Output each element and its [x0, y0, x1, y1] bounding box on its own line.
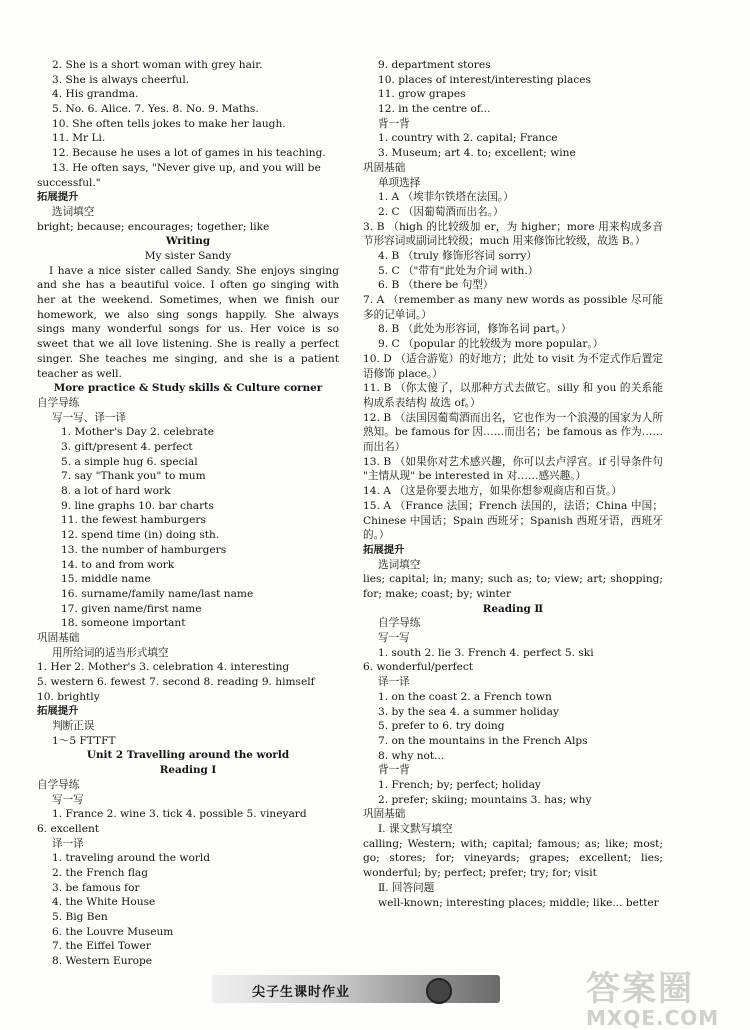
right-line: 6. B （there be 句型） [378, 279, 494, 292]
right-line: 2. prefer; skiing; mountains 3. has; why [378, 793, 592, 806]
left-line: 1. traveling around the world [52, 852, 211, 865]
left-line: 2. She is a short woman with grey hair. [52, 59, 263, 71]
left-line: 17. given name/first name [61, 602, 202, 615]
right-line: 选词填空 [378, 558, 421, 571]
watermark [586, 961, 736, 1030]
right-line: 6. wonderful/perfect [363, 661, 474, 674]
right-line: 单项选择 [378, 176, 421, 189]
left-line: 拓展提升 [37, 705, 79, 718]
footer-title: 尖子生课时作业 [252, 985, 351, 1000]
left-line: 用所给词的适当形式填空 [52, 646, 169, 659]
left-line: 4. His grandma. [52, 88, 139, 101]
left-line: Unit 2 Travelling around the world [86, 749, 290, 762]
right-line: 7. on the mountains in the French Alps [378, 734, 588, 747]
right-column [363, 58, 663, 910]
right-line: 3. by the sea 4. a summer holiday [378, 705, 559, 718]
left-line: My sister Sandy [144, 249, 232, 262]
left-line: 选词填空 [52, 205, 95, 218]
right-line: 1. French; by; perfect; holiday [378, 778, 541, 791]
left-line: 6. excellent [37, 822, 100, 835]
left-line: 3. gift/present 4. perfect [61, 441, 193, 453]
left-line: 写一写、译一译 [52, 411, 127, 424]
watermark-url: MXQE.COM [586, 1006, 720, 1030]
left-line: 拓展提升 [37, 191, 79, 204]
right-line: 12. B （法国因葡萄酒而出名，它也作为一个浪漫的国家为人所熟知。be famous for 因……而出名；be famous as 作为……而出名） [363, 411, 663, 454]
left-line: 5. No. 6. Alice. 7. Yes. 8. No. 9. Maths. [52, 103, 259, 116]
left-line: 11. the fewest hamburgers [61, 514, 206, 527]
left-line: 14. to and from work [61, 558, 175, 571]
left-line: 11. Mr Li. [52, 132, 106, 145]
right-line: 2. C （因葡萄酒而出名。） [378, 205, 504, 218]
right-line: 巩固基础 [363, 808, 406, 821]
left-line: 10. She often tells jokes to make her laugh. [52, 117, 286, 130]
right-line: 15. A （France 法国；French 法国的，法语；China 中国；Chinese 中国话；Spain 西班牙；Spanish 西班牙语，西班牙的。） [363, 499, 663, 542]
right-line: 13. B （如果你对艺术感兴趣，你可以去卢浮宫。if 引导条件句 "主情从现" be interested in 对……感兴趣。） [363, 455, 663, 483]
left-line: 8. Western Europe [52, 955, 153, 968]
right-line: 9. C （popular 的比较级为 more popular。） [378, 338, 604, 351]
left-line: 13. He often says, "Never give up, and you will be [52, 161, 321, 174]
left-line: 4. the White House [52, 896, 156, 909]
left-line: 7. say "Thank you" to mum [61, 470, 206, 483]
right-line: 8. B （此处为形容词，修饰名词 part。） [378, 323, 572, 336]
right-line: 11. B （你太傻了，以那种方式去做它。silly 和 you 的关系能构成系表结构 故选 of。） [363, 382, 663, 409]
left-line: 13. the number of hamburgers [61, 543, 227, 556]
left-line: Writing [165, 235, 211, 248]
ornament-icon [426, 978, 452, 1004]
left-line: 1. Her 2. Mother's 3. celebration 4. interesting [37, 661, 290, 674]
right-line: 自学导练 [378, 617, 421, 630]
left-line: 5. western 6. fewest 7. second 8. reading 9. himself [37, 676, 315, 688]
left-line: 写一写 [52, 793, 84, 806]
right-line: 7. A （remember as many new words as possible 尽可能多的记单词。） [363, 294, 663, 321]
left-line: 6. the Louvre Museum [52, 925, 174, 938]
right-line: 写一写 [378, 632, 410, 645]
left-line: 16. surname/family name/last name [61, 587, 254, 600]
left-column [37, 58, 339, 969]
left-line: 5. a simple hug 6. special [61, 455, 198, 468]
left-line: More practice & Study skills & Culture corner [53, 382, 323, 395]
right-line: calling; Western; with; capital; famous; as; like; most; go; stores; for; vineyards; grapes; excellent; lies; wonderful; by; perfect; prefer; try; for; visit [363, 837, 663, 880]
left-line: 3. She is always cheerful. [52, 73, 190, 86]
right-line: well-known; interesting places; middle; like... better [378, 896, 659, 909]
right-line: 8. why not... [378, 749, 445, 762]
left-line: 3. be famous for [52, 881, 140, 894]
left-line: 9. line graphs 10. bar charts [61, 499, 214, 512]
right-line: 译一译 [378, 676, 410, 689]
right-line: 1. A （埃菲尔铁塔在法国。） [378, 191, 514, 204]
left-line: 12. Because he uses a lot of games in his teaching. [52, 147, 326, 160]
watermark-logo-text: 答案圈 [586, 969, 694, 1009]
right-line: 3. B （high 的比较级加 er，为 higher；more 用来构成多音节形容词或副词比较级；much 用来修饰比较级，故选 B。） [363, 220, 663, 248]
footer-banner [212, 975, 500, 1003]
left-line: 巩固基础 [37, 631, 80, 644]
left-line: successful." [37, 176, 101, 189]
right-line: lies; capital; in; many; such as; to; view; art; shopping; for; make; coast; by; winter [363, 573, 663, 601]
left-line: 1～5 FTTFT [52, 734, 116, 747]
left-line: 自学导练 [37, 396, 80, 409]
right-line: 1. on the coast 2. a French town [378, 690, 552, 703]
right-line: 背一背 [378, 117, 410, 130]
right-line: 14. A （这是你要去地方，如果你想参观商店和百货。） [363, 485, 622, 498]
right-line: 背一背 [378, 764, 410, 777]
left-line: I have a nice sister called Sandy. She enjoys singing and she has a beautiful voice. I often go singing with her at the weekend. Sometimes, when we finish our homework, we also sing songs happily. She always sings many wonderful songs for us. Her voice is so sweet that we all love listening. She is really a perfect singer. She teaches me singing, and she is a patient teacher as well. [37, 264, 339, 380]
right-line: 10. D （适合游览）的好地方；此处 to visit 为不定式作后置定语修饰 place。） [363, 352, 663, 380]
right-line: Ⅱ. 回答问题 [378, 881, 435, 894]
left-line: 判断正误 [52, 720, 95, 733]
left-line: 10. brightly [37, 690, 100, 703]
left-line: 7. the Eiffel Tower [52, 940, 151, 953]
left-line: 自学导练 [37, 778, 80, 791]
right-line: 5. prefer to 6. try doing [378, 720, 505, 733]
left-line: 译一译 [52, 837, 84, 850]
left-line: 15. middle name [61, 573, 151, 586]
right-line: 拓展提升 [363, 543, 405, 556]
left-line: 2. the French flag [52, 866, 148, 879]
right-line: 12. in the centre of... [378, 103, 491, 116]
right-line: 1. south 2. lie 3. French 4. perfect 5. ski [378, 646, 594, 659]
right-line: 10. places of interest/interesting places [378, 73, 591, 86]
right-line: Ⅰ. 课文默写填空 [378, 823, 453, 836]
right-line: 5. C （"带有"此处为介词 with.） [378, 264, 539, 277]
left-line: Reading I [159, 764, 217, 777]
right-line: 11. grow grapes [378, 88, 466, 101]
right-line: 9. department stores [378, 59, 491, 71]
left-line: 8. a lot of hard work [61, 485, 171, 498]
right-line: 4. B （truly 修饰形容词 sorry） [378, 249, 537, 262]
left-line: bright; because; encourages; together; like [37, 220, 270, 233]
left-line: 12. spend time (in) doing sth. [61, 529, 220, 542]
right-line: Reading Ⅱ [482, 602, 544, 615]
right-line: 巩固基础 [363, 161, 406, 174]
left-line: 1. Mother's Day 2. celebrate [61, 426, 215, 439]
right-line: 1. country with 2. capital; France [378, 132, 558, 145]
left-line: 18. someone important [61, 617, 186, 630]
left-line: 1. France 2. wine 3. tick 4. possible 5. vineyard [52, 808, 307, 821]
right-line: 3. Museum; art 4. to; excellent; wine [378, 147, 576, 160]
left-line: 5. Big Ben [52, 911, 108, 923]
